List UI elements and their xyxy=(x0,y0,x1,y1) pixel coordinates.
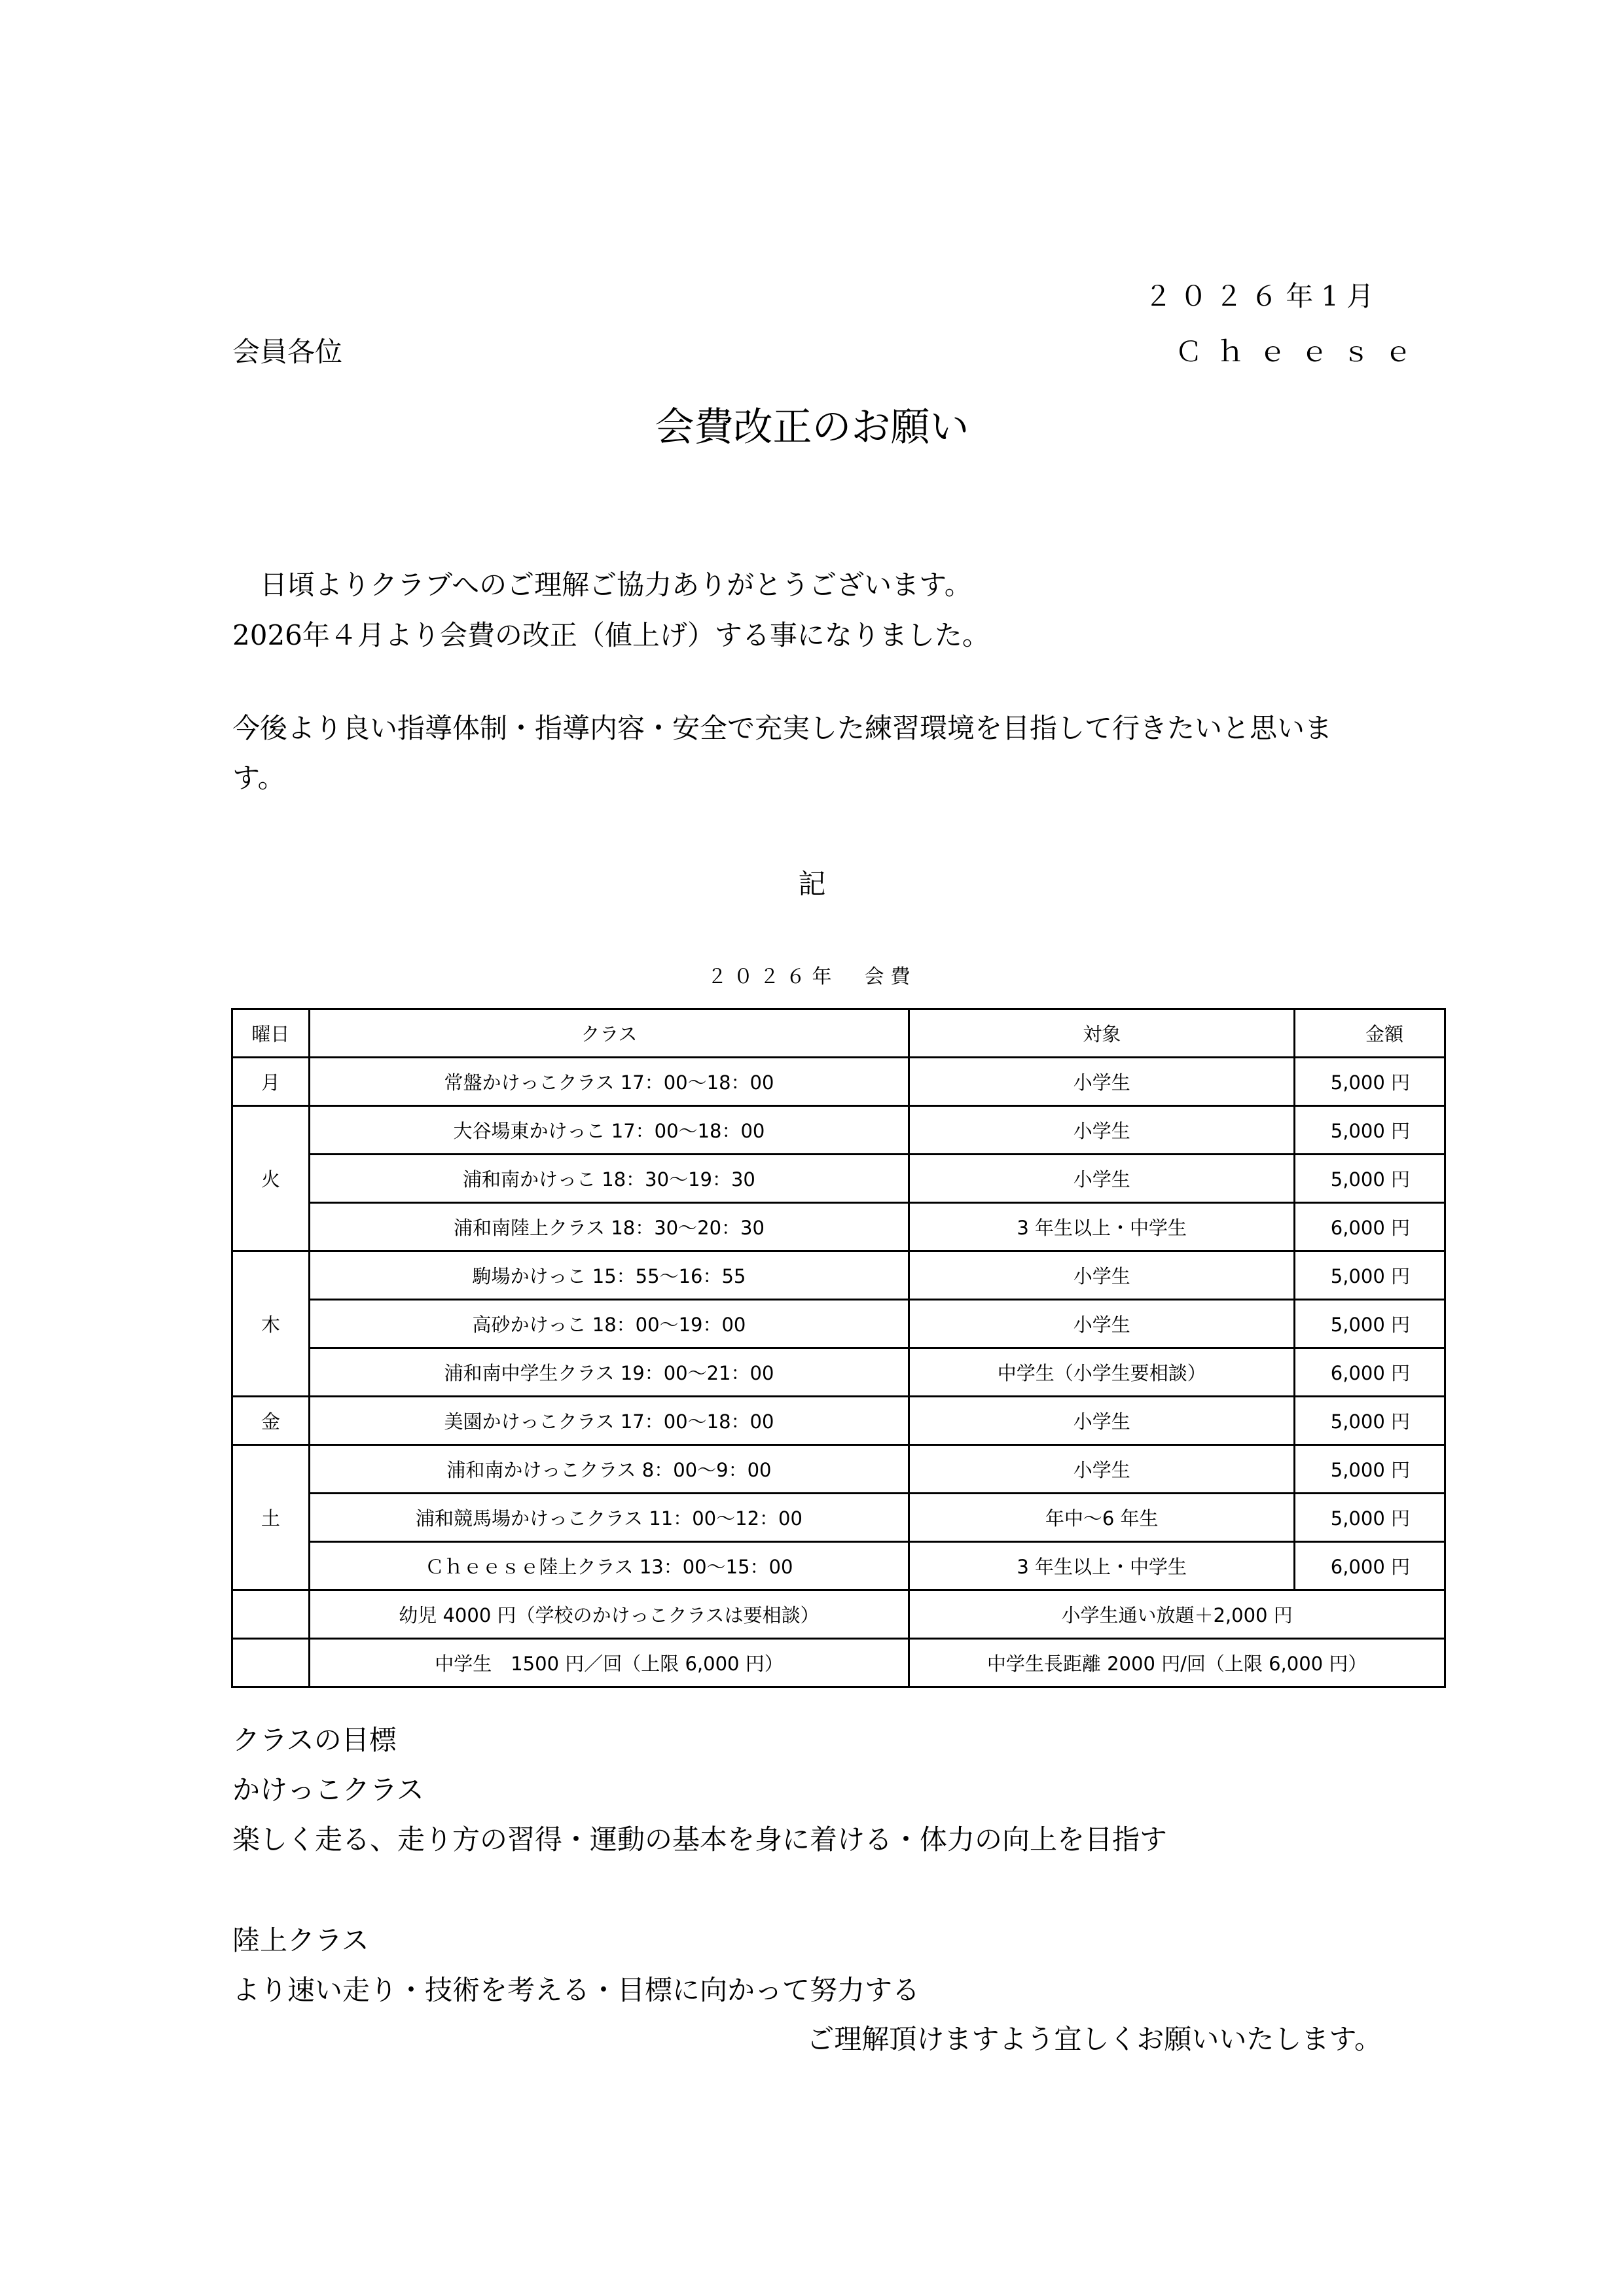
header-day: 曜日 xyxy=(232,1009,310,1058)
cell-fee: 5,000 円 xyxy=(1295,1251,1445,1300)
header-fee: 金額 xyxy=(1295,1009,1445,1058)
table-row xyxy=(232,1155,1445,1203)
note-right: 中学生長距離 2000 円/回（上限 6,000 円） xyxy=(909,1639,1445,1687)
rikujo-class-heading: 陸上クラス xyxy=(232,1924,369,1956)
table-row xyxy=(232,1058,1445,1106)
table-row xyxy=(232,1542,1445,1590)
cell-target: 小学生 xyxy=(909,1445,1295,1494)
kakekko-class-description: 楽しく走る、走り方の習得・運動の基本を身に着ける・体力の向上を目指す xyxy=(232,1823,1168,1856)
table-row xyxy=(232,1348,1445,1397)
cell-target: 年中〜6 年生 xyxy=(909,1494,1295,1542)
cell-fee: 5,000 円 xyxy=(1295,1106,1445,1155)
cell-target: 小学生 xyxy=(909,1397,1295,1445)
cell-target: 小学生 xyxy=(909,1300,1295,1348)
cell-fee: 6,000 円 xyxy=(1295,1348,1445,1397)
cell-day: 土 xyxy=(232,1445,310,1590)
cell-fee: 5,000 円 xyxy=(1295,1397,1445,1445)
cell-class: 大谷場東かけっこ 17：00〜18：00 xyxy=(309,1106,909,1155)
cell-target: 小学生 xyxy=(909,1155,1295,1203)
cell-fee: 5,000 円 xyxy=(1295,1445,1445,1494)
table-row xyxy=(232,1106,1445,1155)
cell-class: 美園かけっこクラス 17：00〜18：00 xyxy=(309,1397,909,1445)
cell-fee: 5,000 円 xyxy=(1295,1058,1445,1106)
cell-target: 小学生 xyxy=(909,1251,1295,1300)
document-date: ２０２６年1月 xyxy=(1144,280,1382,312)
document-title: 会費改正のお願い xyxy=(655,404,969,450)
fee-table xyxy=(231,1008,1446,1688)
table-note-row xyxy=(232,1639,1445,1687)
note-left: 幼児 4000 円（学校のかけっこクラスは要相談） xyxy=(309,1590,909,1639)
cell-day: 金 xyxy=(232,1397,310,1445)
table-row xyxy=(232,1494,1445,1542)
table-row xyxy=(232,1251,1445,1300)
cell-target: 3 年生以上・中学生 xyxy=(909,1542,1295,1590)
rikujo-class-description: より速い走り・技術を考える・目標に向かって努力する xyxy=(232,1974,920,2006)
paragraph-goal-line1: 今後より良い指導体制・指導内容・安全で充実した練習環境を目指して行きたいと思いま xyxy=(232,712,1333,744)
note-left: 中学生 1500 円／回（上限 6,000 円） xyxy=(309,1639,909,1687)
ki-heading: 記 xyxy=(798,868,826,900)
cell-target: 小学生 xyxy=(909,1106,1295,1155)
cell-fee: 6,000 円 xyxy=(1295,1203,1445,1251)
cell-fee: 6,000 円 xyxy=(1295,1542,1445,1590)
table-row xyxy=(232,1397,1445,1445)
cell-class: 浦和南かけっこ 18：30〜19：30 xyxy=(309,1155,909,1203)
recipient: 会員各位 xyxy=(232,336,343,368)
cell-empty xyxy=(232,1590,310,1639)
paragraph-greeting: 日頃よりクラブへのご理解ご協力ありがとうございます。 xyxy=(232,569,972,601)
cell-class: 浦和競馬場かけっこクラス 11：00〜12：00 xyxy=(309,1494,909,1542)
cell-fee: 5,000 円 xyxy=(1295,1300,1445,1348)
goals-heading: クラスの目標 xyxy=(232,1724,397,1756)
sender: Ｃｈｅｅｓｅ xyxy=(1175,336,1427,368)
cell-class: 浦和南中学生クラス 19：00〜21：00 xyxy=(309,1348,909,1397)
cell-class: 浦和南陸上クラス 18：30〜20：30 xyxy=(309,1203,909,1251)
table-note-row xyxy=(232,1590,1445,1639)
header-target: 対象 xyxy=(909,1009,1295,1058)
cell-class: 駒場かけっこ 15：55〜16：55 xyxy=(309,1251,909,1300)
table-caption: ２０２６年 会費 xyxy=(707,965,917,988)
table-row xyxy=(232,1445,1445,1494)
cell-empty xyxy=(232,1639,310,1687)
kakekko-class-heading: かけっこクラス xyxy=(232,1774,424,1806)
cell-day: 火 xyxy=(232,1106,310,1251)
table-row xyxy=(232,1300,1445,1348)
cell-day: 月 xyxy=(232,1058,310,1106)
cell-fee: 5,000 円 xyxy=(1295,1494,1445,1542)
cell-class: 常盤かけっこクラス 17：00〜18：00 xyxy=(309,1058,909,1106)
paragraph-announcement: 2026年４月より会費の改正（値上げ）する事になりました。 xyxy=(232,619,990,651)
cell-class: 高砂かけっこ 18：00〜19：00 xyxy=(309,1300,909,1348)
paragraph-goal-line2: す。 xyxy=(232,762,285,794)
cell-class: 浦和南かけっこクラス 8：00〜9：00 xyxy=(309,1445,909,1494)
note-right: 小学生通い放題＋2,000 円 xyxy=(909,1590,1445,1639)
cell-target: 小学生 xyxy=(909,1058,1295,1106)
closing-remark: ご理解頂けますよう宜しくお願いいたします。 xyxy=(806,2023,1382,2055)
header-class: クラス xyxy=(309,1009,909,1058)
cell-target: 中学生（小学生要相談） xyxy=(909,1348,1295,1397)
cell-target: 3 年生以上・中学生 xyxy=(909,1203,1295,1251)
table-header-row xyxy=(232,1009,1445,1058)
table-row xyxy=(232,1203,1445,1251)
cell-class: Ｃｈｅｅｓｅ陸上クラス 13：00〜15：00 xyxy=(309,1542,909,1590)
cell-fee: 5,000 円 xyxy=(1295,1155,1445,1203)
cell-day: 木 xyxy=(232,1251,310,1397)
